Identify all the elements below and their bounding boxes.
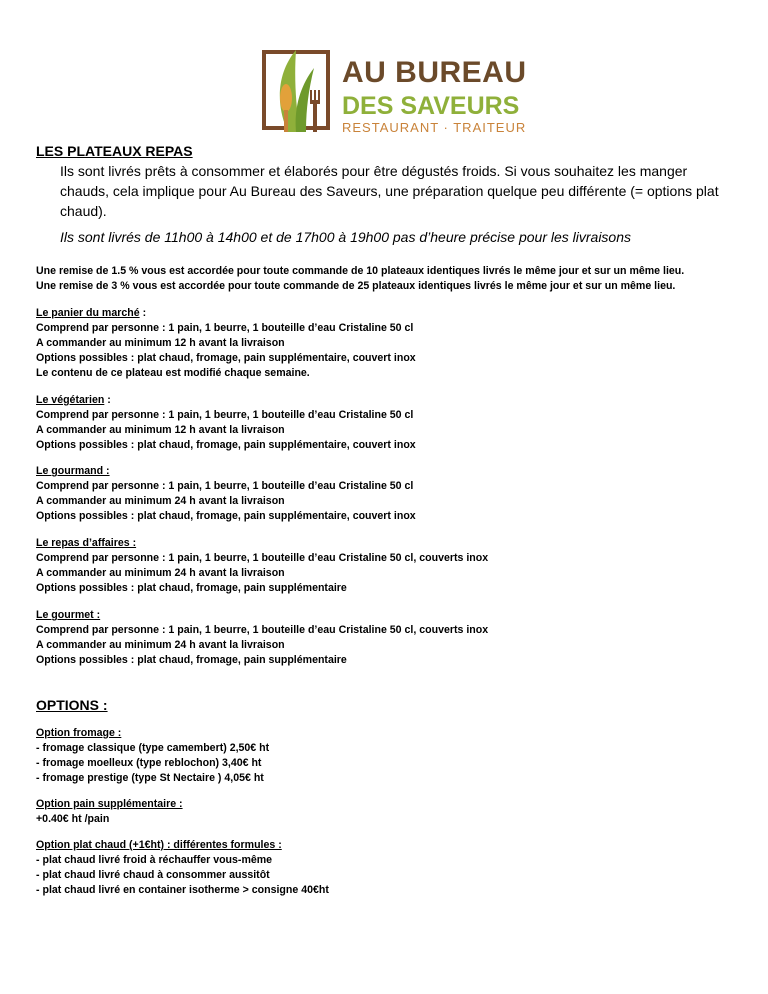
discount-line: Une remise de 1.5 % vous est accordée pour toute commande de 10 plateaux identiques livrés le même jour et sur un même lieu.	[36, 265, 685, 277]
option-line: - fromage prestige (type St Nectaire ) 4,05€ ht	[36, 772, 264, 784]
discount-line: Une remise de 3 % vous est accordée pour toute commande de 25 plateaux identiques livrés le même jour et sur un même lieu.	[36, 280, 676, 292]
plateau-vegetarien	[36, 393, 756, 453]
plateau-line: Comprend par personne : 1 pain, 1 beurre, 1 bouteille d’eau Cristaline 50 cl, couverts inox	[36, 552, 489, 564]
plateau-name: Le végétarien	[36, 394, 105, 406]
plateau-line: Options possibles : plat chaud, fromage, pain supplémentaire, couvert inox	[36, 352, 416, 364]
option-line: - fromage classique (type camembert) 2,50€ ht	[36, 742, 270, 754]
plateau-line: Comprend par personne : 1 pain, 1 beurre, 1 bouteille d’eau Cristaline 50 cl	[36, 409, 414, 421]
logo-line1: AU BUREAU	[342, 56, 527, 89]
option-line: - plat chaud livré en container isotherme > consigne 40€ht	[36, 884, 329, 896]
plateau-line: A commander au minimum 24 h avant la livraison	[36, 495, 285, 507]
plateau-line: Le contenu de ce plateau est modifié chaque semaine.	[36, 367, 310, 379]
plateau-line: Comprend par personne : 1 pain, 1 beurre, 1 bouteille d’eau Cristaline 50 cl	[36, 480, 414, 492]
discounts	[36, 264, 746, 294]
option-line: - plat chaud livré froid à réchauffer vous-même	[36, 854, 273, 866]
section-title: LES PLATEAUX REPAS	[36, 143, 193, 159]
option-line: - fromage moelleux (type reblochon) 3,40€ ht	[36, 757, 262, 769]
option-pain	[36, 797, 756, 827]
plateau-name: Le gourmand :	[36, 465, 110, 477]
intro-paragraph: Ils sont livrés prêts à consommer et élaborés pour être dégustés froids. Si vous souhaitez les manger chauds, cela implique pour Au Bureau des Saveurs, une préparation quelque peu différente (= options plat chaud).	[60, 163, 719, 219]
plateau-heading	[36, 608, 756, 623]
plateau-line: Options possibles : plat chaud, fromage, pain supplémentaire, couvert inox	[36, 510, 416, 522]
option-line: +0.40€ ht /pain	[36, 813, 110, 825]
plateau-heading	[36, 464, 756, 479]
plateau-repas-affaires	[36, 536, 756, 596]
plateau-line: A commander au minimum 12 h avant la livraison	[36, 337, 285, 349]
plateau-heading	[36, 306, 756, 321]
option-name: Option fromage :	[36, 727, 122, 739]
plateau-line: A commander au minimum 24 h avant la livraison	[36, 567, 285, 579]
delivery-hours: Ils sont livrés de 11h00 à 14h00 et de 17h00 à 19h00 pas d’heure précise pour les livraisons	[60, 229, 632, 245]
plateau-gourmet	[36, 608, 756, 668]
option-name: Option plat chaud (+1€ht) : différentes formules :	[36, 839, 282, 851]
plateau-panier-du-marche	[36, 306, 756, 381]
logo-line3: RESTAURANT · TRAITEUR	[342, 120, 527, 135]
leaf-fork-icon	[266, 46, 332, 134]
logo-line2: DES SAVEURS	[342, 92, 520, 120]
plateau-line: A commander au minimum 24 h avant la livraison	[36, 639, 285, 651]
plateau-heading	[36, 393, 756, 408]
option-line: - plat chaud livré chaud à consommer aussitôt	[36, 869, 270, 881]
plateau-line: Comprend par personne : 1 pain, 1 beurre, 1 bouteille d’eau Cristaline 50 cl	[36, 322, 414, 334]
logo	[262, 50, 527, 135]
plateau-heading	[36, 536, 756, 551]
plateau-line: Options possibles : plat chaud, fromage, pain supplémentaire, couvert inox	[36, 439, 416, 451]
options-title: OPTIONS :	[36, 697, 108, 713]
option-fromage	[36, 726, 756, 786]
plateau-name: Le gourmet :	[36, 609, 101, 621]
plateau-line: Options possibles : plat chaud, fromage, pain supplémentaire	[36, 654, 347, 666]
plateau-line: A commander au minimum 12 h avant la livraison	[36, 424, 285, 436]
plateau-name: Le repas d’affaires :	[36, 537, 137, 549]
plateau-suffix: :	[139, 307, 147, 319]
option-name: Option pain supplémentaire :	[36, 798, 183, 810]
plateau-name: Le panier du marché	[36, 307, 140, 319]
plateau-line: Options possibles : plat chaud, fromage, pain supplémentaire	[36, 582, 347, 594]
plateau-gourmand	[36, 464, 756, 524]
option-plat-chaud	[36, 838, 756, 898]
plateau-suffix: :	[104, 394, 111, 406]
plateau-line: Comprend par personne : 1 pain, 1 beurre, 1 bouteille d’eau Cristaline 50 cl, couverts inox	[36, 624, 489, 636]
